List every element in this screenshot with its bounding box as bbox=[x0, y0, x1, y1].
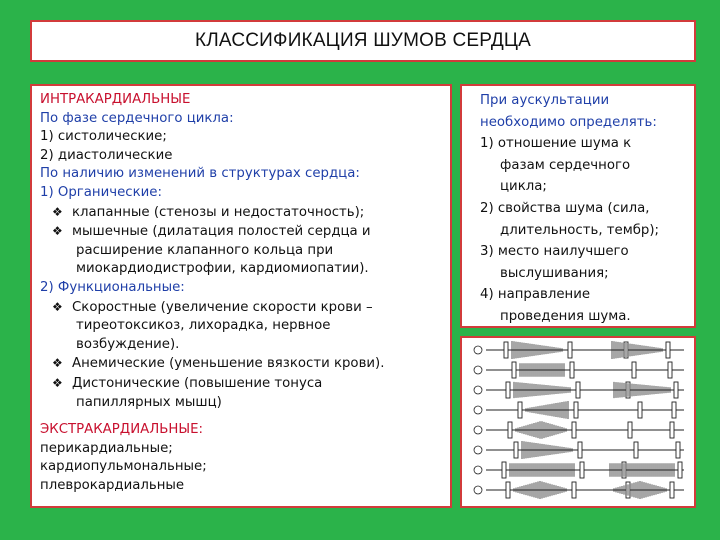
heart-sound-mark bbox=[578, 442, 582, 458]
phonocardiogram-illustration bbox=[462, 338, 694, 506]
auscultation-panel bbox=[460, 84, 696, 328]
functional-item-continuation: тиреотоксикоз, лихорадка, нервное bbox=[76, 318, 331, 334]
functional-item-continuation: папиллярных мышц) bbox=[76, 394, 222, 410]
heart-sound-mark bbox=[668, 362, 672, 378]
functional-item-continuation: возбуждение). bbox=[76, 336, 180, 352]
heart-sound-mark bbox=[506, 482, 510, 498]
auscultation-item-continuation: фазам сердечного bbox=[500, 157, 631, 173]
heart-sound-mark bbox=[518, 402, 522, 418]
auscultation-item: 2) свойства шума (сила, bbox=[480, 200, 650, 216]
row-label-circle bbox=[474, 386, 482, 394]
heart-sound-mark bbox=[666, 342, 670, 358]
auscultation-item-continuation: длительность, тембр); bbox=[500, 222, 660, 238]
functional-item: ❖ Анемические (уменьшение вязкости крови). bbox=[52, 356, 385, 372]
heart-sound-mark bbox=[580, 462, 584, 478]
classification-panel bbox=[30, 84, 452, 508]
heart-sound-mark bbox=[570, 362, 574, 378]
heart-sound-mark bbox=[574, 402, 578, 418]
row-label-circle bbox=[474, 486, 482, 494]
heart-sound-mark bbox=[670, 422, 674, 438]
phase-item: 2) диастолические bbox=[40, 147, 173, 163]
organic-item: ❖ клапанные (стенозы и недостаточность); bbox=[52, 204, 365, 220]
row-label-circle bbox=[474, 426, 482, 434]
heart-sound-mark bbox=[504, 342, 508, 358]
extracardiac-heading: ЭКСТРАКАРДИАЛЬНЫЕ: bbox=[40, 422, 203, 438]
organic-item-continuation: расширение клапанного кольца при bbox=[76, 242, 334, 258]
heart-sound-mark bbox=[502, 462, 506, 478]
organic-item: ❖ мышечные (дилатация полостей сердца и bbox=[52, 224, 371, 240]
extra-item: кардиопульмональные; bbox=[40, 459, 207, 475]
auscultation-heading: необходимо определять: bbox=[480, 114, 657, 130]
heart-sound-mark bbox=[572, 482, 576, 498]
heart-sound-mark bbox=[512, 362, 516, 378]
auscultation-item: 4) направление bbox=[480, 287, 591, 303]
heart-sound-mark bbox=[568, 342, 572, 358]
diamond-bullet-icon: ❖ bbox=[52, 224, 63, 239]
murmur-phonocardiogram-figure bbox=[460, 336, 696, 508]
heart-sound-mark bbox=[678, 462, 682, 478]
auscultation-item-continuation: цикла; bbox=[500, 179, 547, 195]
row-label-circle bbox=[474, 346, 482, 354]
title-box bbox=[30, 20, 696, 62]
heart-sound-mark bbox=[674, 382, 678, 398]
heart-sound-mark bbox=[638, 402, 642, 418]
functional-heading: 2) Функциональные: bbox=[40, 279, 185, 295]
extra-item: плеврокардиальные bbox=[40, 477, 185, 493]
heart-sound-mark bbox=[676, 442, 680, 458]
row-label-circle bbox=[474, 406, 482, 414]
heart-sound-mark bbox=[506, 382, 510, 398]
functional-item: ❖ Скоростные (увеличение скорости крови – bbox=[52, 299, 373, 315]
structure-heading: По наличию изменений в структурах сердца: bbox=[40, 166, 360, 182]
auscultation-item: 1) отношение шума к bbox=[480, 136, 632, 152]
organic-heading: 1) Органические: bbox=[40, 184, 162, 200]
diamond-bullet-icon: ❖ bbox=[52, 356, 63, 371]
intracardiac-heading: ИНТРАКАРДИАЛЬНЫЕ bbox=[40, 92, 191, 107]
diamond-bullet-icon: ❖ bbox=[52, 204, 63, 219]
row-label-circle bbox=[474, 366, 482, 374]
heart-sound-mark bbox=[628, 422, 632, 438]
heart-sound-mark bbox=[632, 362, 636, 378]
organic-item-continuation: миокардиодистрофии, кардиомиопатии). bbox=[76, 261, 369, 277]
auscultation-item-continuation: выслушивания; bbox=[500, 265, 609, 281]
phase-heading: По фазе сердечного цикла: bbox=[40, 110, 234, 126]
heart-sound-mark bbox=[508, 422, 512, 438]
heart-sound-mark bbox=[670, 482, 674, 498]
heart-sound-mark bbox=[572, 422, 576, 438]
auscultation-item: 3) место наилучшего bbox=[480, 244, 629, 260]
row-label-circle bbox=[474, 466, 482, 474]
page-title: КЛАССИФИКАЦИЯ ШУМОВ СЕРДЦА bbox=[194, 30, 532, 51]
heart-sound-mark bbox=[514, 442, 518, 458]
row-label-circle bbox=[474, 446, 482, 454]
phase-item: 1) систолические; bbox=[40, 129, 167, 145]
functional-item: ❖ Дистонические (повышение тонуса bbox=[52, 375, 323, 391]
auscultation-item-continuation: проведения шума. bbox=[500, 308, 631, 324]
heart-sound-mark bbox=[576, 382, 580, 398]
heart-sound-mark bbox=[634, 442, 638, 458]
diamond-bullet-icon: ❖ bbox=[52, 299, 63, 314]
auscultation-heading: При аускультации bbox=[480, 93, 610, 108]
heart-sound-mark bbox=[672, 402, 676, 418]
diamond-bullet-icon: ❖ bbox=[52, 375, 63, 390]
extra-item: перикардиальные; bbox=[40, 440, 173, 456]
